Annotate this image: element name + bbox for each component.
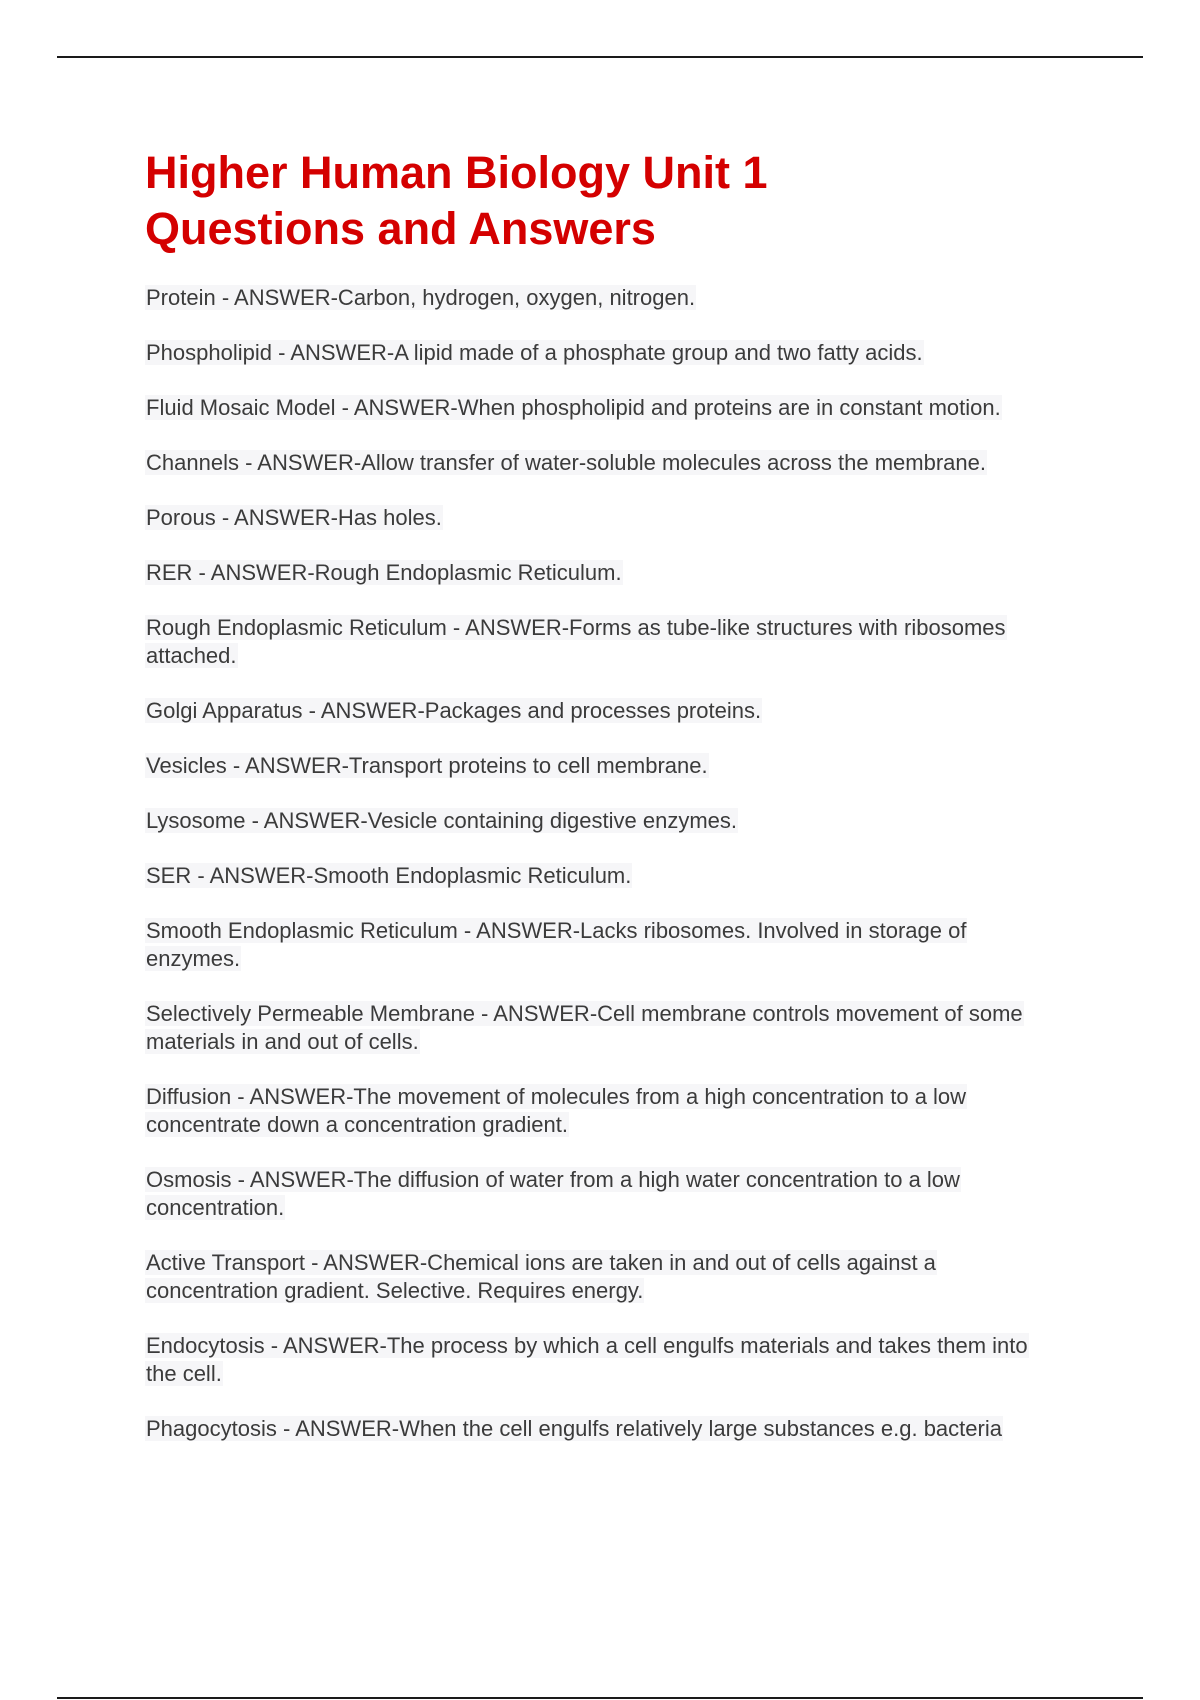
qa-item bbox=[145, 1249, 1055, 1305]
qa-item bbox=[145, 1083, 1055, 1139]
qa-text: Selectively Permeable Membrane - ANSWER-Cell membrane controls movement of some materials in and out of cells. bbox=[146, 1001, 1023, 1054]
qa-text: RER - ANSWER-Rough Endoplasmic Reticulum. bbox=[146, 560, 622, 585]
bottom-divider bbox=[57, 1697, 1143, 1699]
top-divider bbox=[57, 56, 1143, 58]
qa-item bbox=[145, 559, 1055, 587]
qa-text: Phagocytosis - ANSWER-When the cell engulfs relatively large substances e.g. bacteria bbox=[146, 1416, 1002, 1441]
qa-item bbox=[145, 339, 1055, 367]
qa-text: Phospholipid - ANSWER-A lipid made of a phosphate group and two fatty acids. bbox=[146, 340, 923, 365]
qa-item bbox=[145, 1415, 1055, 1443]
title-line-1: Higher Human Biology Unit 1 bbox=[145, 147, 768, 198]
qa-text: Lysosome - ANSWER-Vesicle containing digestive enzymes. bbox=[146, 808, 737, 833]
qa-text: Vesicles - ANSWER-Transport proteins to cell membrane. bbox=[146, 753, 708, 778]
qa-text: Rough Endoplasmic Reticulum - ANSWER-Forms as tube-like structures with ribosomes attached. bbox=[146, 615, 1006, 668]
qa-item bbox=[145, 449, 1055, 477]
qa-item bbox=[145, 284, 1055, 312]
qa-text: Diffusion - ANSWER-The movement of molecules from a high concentration to a low concentrate down a concentration gradient. bbox=[146, 1084, 967, 1137]
qa-item bbox=[145, 917, 1055, 973]
qa-item bbox=[145, 1000, 1055, 1056]
qa-text: Protein - ANSWER-Carbon, hydrogen, oxygen, nitrogen. bbox=[146, 285, 696, 310]
title-line-2: Questions and Answers bbox=[145, 203, 656, 254]
qa-item bbox=[145, 504, 1055, 532]
qa-item bbox=[145, 807, 1055, 835]
qa-text: Smooth Endoplasmic Reticulum - ANSWER-Lacks ribosomes. Involved in storage of enzymes. bbox=[146, 918, 967, 971]
qa-list bbox=[145, 284, 1055, 1443]
qa-text: Porous - ANSWER-Has holes. bbox=[146, 505, 442, 530]
qa-text: Active Transport - ANSWER-Chemical ions are taken in and out of cells against a concentration gradient. Selective. Requires energy. bbox=[146, 1250, 936, 1303]
qa-text: Golgi Apparatus - ANSWER-Packages and processes proteins. bbox=[146, 698, 762, 723]
qa-text: Fluid Mosaic Model - ANSWER-When phospholipid and proteins are in constant motion. bbox=[146, 395, 1001, 420]
page-title bbox=[145, 145, 1055, 257]
document-body bbox=[145, 145, 1055, 1470]
qa-item bbox=[145, 862, 1055, 890]
qa-item bbox=[145, 394, 1055, 422]
qa-text: SER - ANSWER-Smooth Endoplasmic Reticulum. bbox=[146, 863, 632, 888]
qa-item bbox=[145, 614, 1055, 670]
qa-item bbox=[145, 1166, 1055, 1222]
qa-text: Endocytosis - ANSWER-The process by which a cell engulfs materials and takes them into the cell. bbox=[146, 1333, 1028, 1386]
qa-text: Osmosis - ANSWER-The diffusion of water from a high water concentration to a low concentration. bbox=[146, 1167, 960, 1220]
qa-item bbox=[145, 697, 1055, 725]
qa-text: Channels - ANSWER-Allow transfer of water-soluble molecules across the membrane. bbox=[146, 450, 986, 475]
qa-item bbox=[145, 752, 1055, 780]
qa-item bbox=[145, 1332, 1055, 1388]
